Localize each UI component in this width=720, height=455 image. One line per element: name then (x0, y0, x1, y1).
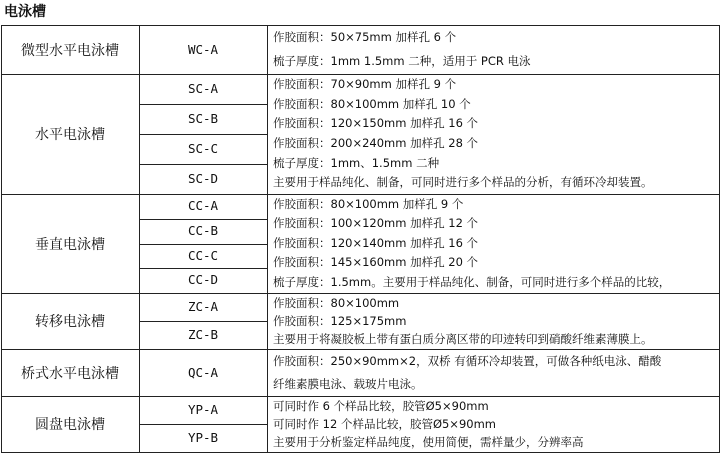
spec-line: 纤维素膜电泳、载玻片电泳。 (273, 376, 423, 391)
model-cell: CC-A (187, 198, 219, 213)
model-cell: YP-B (187, 430, 219, 445)
category-label: 转移电泳槽 (35, 314, 105, 330)
model-cell: SC-C (187, 141, 219, 156)
category-cell (1, 25, 139, 74)
spec-line: 梳子厚度：1mm 1.5mm 二种，适用于 PCR 电泳 (273, 53, 531, 68)
model-cell: QC-A (187, 365, 219, 380)
spec-line: 梳子厚度：1.5mm。主要用于样品纯化、制备，可同时进行多个样品的比较， (273, 274, 671, 289)
spec-line: 主要用于将凝胶板上带有蛋白质分离区带的印迹转印到硝酸纤维素薄膜上。 (273, 332, 653, 346)
spec-line: 梳子厚度：1mm、1.5mm 二种 (273, 155, 440, 170)
model-cell: CC-C (187, 247, 219, 263)
category-cell (1, 396, 139, 452)
model-cell: SC-A (187, 81, 219, 96)
model-cell: CC-D (187, 272, 219, 288)
spec-line: 作胶面积：120×150mm 加样孔 16 个 (273, 116, 479, 131)
category-cell (1, 74, 139, 194)
category-cell (1, 194, 139, 293)
page-title: 电泳槽 (4, 4, 46, 20)
spec-line: 作胶面积：70×90mm 加样孔 9 个 (273, 77, 457, 91)
spec-line: 可同时作 12 个样品比较，胶管Ø5×90mm (273, 417, 496, 431)
model-cell: SC-D (187, 171, 219, 186)
spec-line: 主要用于样品纯化、制备，可同时进行多个样品的分析，有循环冷却装置。 (273, 175, 653, 190)
spec-line: 可同时作 6 个样品比较，胶管Ø5×90mm (273, 399, 489, 413)
spec-line: 作胶面积：200×240mm 加样孔 28 个 (273, 136, 479, 150)
category-label: 微型水平电泳槽 (21, 42, 119, 59)
category-label: 圆盘电泳槽 (35, 417, 105, 433)
spec-line: 作胶面积：80×100mm 加样孔 9 个 (273, 197, 464, 211)
spec-line: 主要用于分析鉴定样品纯度，使用简便，需样量少，分辨率高 (273, 435, 584, 449)
spec-line: 作胶面积：250×90mm×2，双桥 有循环冷却装置，可做各种纸电泳、醋酸 (273, 354, 662, 368)
category-label: 桥式水平电泳槽 (21, 365, 119, 382)
spec-line: 作胶面积：50×75mm 加样孔 6 个 (273, 30, 457, 44)
spec-line: 作胶面积：145×160mm 加样孔 20 个 (273, 255, 479, 270)
spec-line: 作胶面积：80×100mm 加样孔 10 个 (273, 96, 471, 111)
model-cell: ZC-A (187, 299, 219, 314)
model-cell: WC-A (187, 42, 219, 57)
model-cell: ZC-B (187, 327, 219, 342)
spec-line: 作胶面积：125×175mm (273, 314, 407, 328)
model-cell: SC-B (187, 111, 219, 126)
model-cell: CC-B (187, 222, 219, 238)
spec-line: 作胶面积：120×140mm 加样孔 16 个 (273, 235, 479, 250)
spec-line: 作胶面积：80×100mm (273, 296, 400, 310)
category-label: 垂直电泳槽 (35, 236, 105, 253)
category-label: 水平电泳槽 (35, 127, 105, 143)
category-cell (1, 293, 139, 349)
category-cell (1, 349, 139, 396)
model-cell: YP-A (187, 402, 219, 417)
spec-line: 作胶面积：100×120mm 加样孔 12 个 (273, 216, 479, 231)
